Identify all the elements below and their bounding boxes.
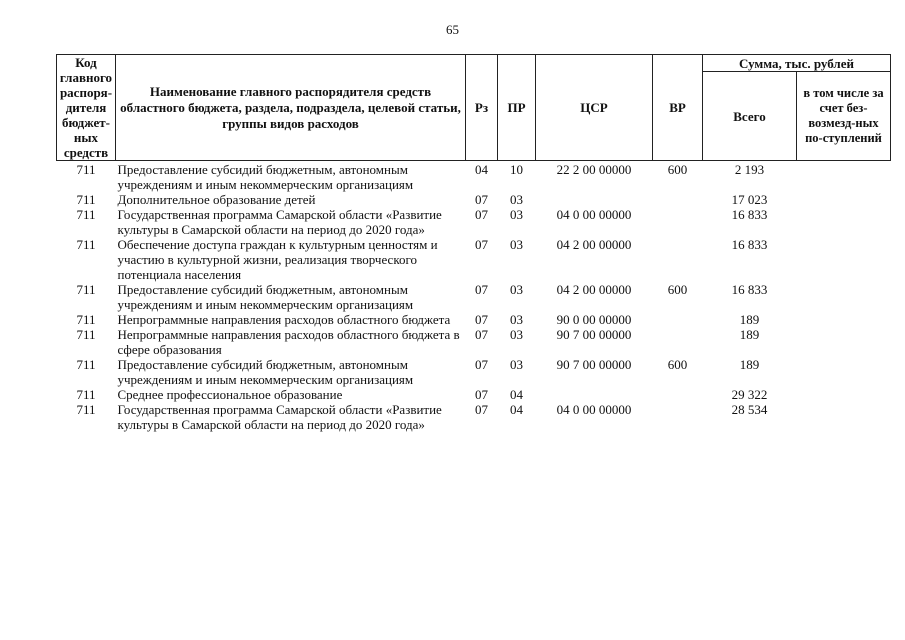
table-header bbox=[57, 55, 891, 161]
cell-code: 711 bbox=[76, 327, 96, 342]
cell-code: 711 bbox=[76, 282, 96, 297]
cell-csr: 04 2 00 00000 bbox=[556, 282, 632, 297]
cell-incl bbox=[797, 161, 891, 193]
cell-csr: 90 0 00 00000 bbox=[556, 312, 632, 327]
table-row bbox=[57, 161, 891, 193]
cell-rz: 07 bbox=[475, 207, 488, 222]
cell-total: 189 bbox=[739, 327, 760, 342]
cell-csr: 04 0 00 00000 bbox=[556, 402, 632, 417]
cell-code: 711 bbox=[76, 237, 96, 252]
page-number: 65 bbox=[446, 22, 459, 37]
cell-name: Непрограммные направления расходов областного бюджета в сфере образования bbox=[117, 327, 460, 357]
cell-pr: 03 bbox=[510, 237, 523, 252]
cell-total: 17 023 bbox=[731, 192, 768, 207]
cell-code: 711 bbox=[76, 312, 96, 327]
table-row bbox=[57, 387, 891, 402]
table-row bbox=[57, 357, 891, 387]
cell-vr bbox=[653, 192, 703, 207]
cell-csr: 90 7 00 00000 bbox=[556, 357, 632, 372]
cell-total: 189 bbox=[739, 312, 760, 327]
cell-pr: 10 bbox=[510, 162, 523, 177]
cell-vr: 600 bbox=[667, 357, 688, 372]
cell-code: 711 bbox=[76, 357, 96, 372]
cell-name: Среднее профессиональное образование bbox=[117, 387, 343, 402]
header-code: Код главного распоря-дителя бюджет-ных средств bbox=[57, 55, 116, 161]
cell-total: 16 833 bbox=[731, 207, 768, 222]
cell-vr bbox=[653, 237, 703, 282]
cell-rz: 07 bbox=[475, 402, 488, 417]
cell-total: 16 833 bbox=[731, 282, 768, 297]
cell-rz: 07 bbox=[475, 327, 488, 342]
header-sum: Сумма, тыс. рублей bbox=[703, 55, 891, 72]
cell-pr: 03 bbox=[510, 312, 523, 327]
cell-name: Государственная программа Самарской области «Развитие культуры в Самарской области на период до 2020 года» bbox=[117, 207, 442, 237]
cell-rz: 07 bbox=[475, 282, 488, 297]
cell-total: 2 193 bbox=[734, 162, 765, 177]
cell-name: Государственная программа Самарской области «Развитие культуры в Самарской области на период до 2020 года» bbox=[117, 402, 442, 432]
table-row bbox=[57, 192, 891, 207]
header-vr: ВР bbox=[653, 55, 703, 161]
cell-rz: 07 bbox=[475, 312, 488, 327]
table-row bbox=[57, 282, 891, 312]
cell-pr: 03 bbox=[510, 282, 523, 297]
cell-vr bbox=[653, 327, 703, 357]
table-row bbox=[57, 327, 891, 357]
cell-pr: 04 bbox=[510, 402, 523, 417]
cell-csr: 22 2 00 00000 bbox=[556, 162, 632, 177]
table-row bbox=[57, 207, 891, 237]
cell-code: 711 bbox=[76, 387, 96, 402]
cell-incl bbox=[797, 387, 891, 402]
cell-name: Предоставление субсидий бюджетным, автономным учреждениям и иным некоммерческим организациям bbox=[117, 162, 414, 192]
cell-code: 711 bbox=[76, 162, 96, 177]
cell-csr: 04 2 00 00000 bbox=[556, 237, 632, 252]
cell-vr bbox=[653, 402, 703, 432]
cell-csr bbox=[536, 387, 653, 402]
cell-vr: 600 bbox=[667, 282, 688, 297]
cell-csr: 90 7 00 00000 bbox=[556, 327, 632, 342]
header-csr: ЦСР bbox=[536, 55, 653, 161]
cell-pr: 03 bbox=[510, 207, 523, 222]
cell-rz: 07 bbox=[475, 237, 488, 252]
cell-vr: 600 bbox=[667, 162, 688, 177]
cell-code: 711 bbox=[76, 402, 96, 417]
cell-pr: 03 bbox=[510, 327, 523, 342]
header-rz: Рз bbox=[466, 55, 498, 161]
cell-rz: 07 bbox=[475, 192, 488, 207]
cell-code: 711 bbox=[76, 192, 96, 207]
cell-vr bbox=[653, 387, 703, 402]
cell-incl bbox=[797, 192, 891, 207]
cell-incl bbox=[797, 327, 891, 357]
header-incl: в том числе за счет без-возмезд-ных по-ступлений bbox=[797, 72, 891, 161]
cell-code: 711 bbox=[76, 207, 96, 222]
cell-csr bbox=[536, 192, 653, 207]
header-name: Наименование главного распорядителя средств областного бюджета, раздела, подраздела, целевой статьи, группы видов расходов bbox=[116, 55, 466, 161]
cell-pr: 03 bbox=[510, 357, 523, 372]
cell-pr: 04 bbox=[510, 387, 523, 402]
cell-total: 189 bbox=[739, 357, 760, 372]
cell-pr: 03 bbox=[510, 192, 523, 207]
cell-rz: 07 bbox=[475, 357, 488, 372]
cell-total: 16 833 bbox=[731, 237, 768, 252]
budget-table bbox=[56, 54, 891, 432]
cell-total: 28 534 bbox=[731, 402, 768, 417]
cell-incl bbox=[797, 402, 891, 432]
cell-rz: 07 bbox=[475, 387, 488, 402]
cell-name: Обеспечение доступа граждан к культурным ценностям и участию в культурной жизни, реализация творческого потенциала населения bbox=[117, 237, 438, 282]
cell-rz: 04 bbox=[475, 162, 488, 177]
cell-name: Предоставление субсидий бюджетным, автономным учреждениям и иным некоммерческим организациям bbox=[117, 282, 414, 312]
cell-incl bbox=[797, 237, 891, 282]
table-row bbox=[57, 312, 891, 327]
table-row bbox=[57, 237, 891, 282]
table-row bbox=[57, 402, 891, 432]
header-pr: ПР bbox=[498, 55, 536, 161]
cell-vr bbox=[653, 207, 703, 237]
cell-incl bbox=[797, 282, 891, 312]
cell-name: Дополнительное образование детей bbox=[117, 192, 316, 207]
header-total: Всего bbox=[703, 72, 797, 161]
cell-incl bbox=[797, 207, 891, 237]
cell-csr: 04 0 00 00000 bbox=[556, 207, 632, 222]
cell-name: Предоставление субсидий бюджетным, автономным учреждениям и иным некоммерческим организациям bbox=[117, 357, 414, 387]
cell-vr bbox=[653, 312, 703, 327]
cell-total: 29 322 bbox=[731, 387, 768, 402]
cell-incl bbox=[797, 312, 891, 327]
cell-name: Непрограммные направления расходов областного бюджета bbox=[117, 312, 451, 327]
cell-incl bbox=[797, 357, 891, 387]
table-body bbox=[57, 161, 891, 433]
